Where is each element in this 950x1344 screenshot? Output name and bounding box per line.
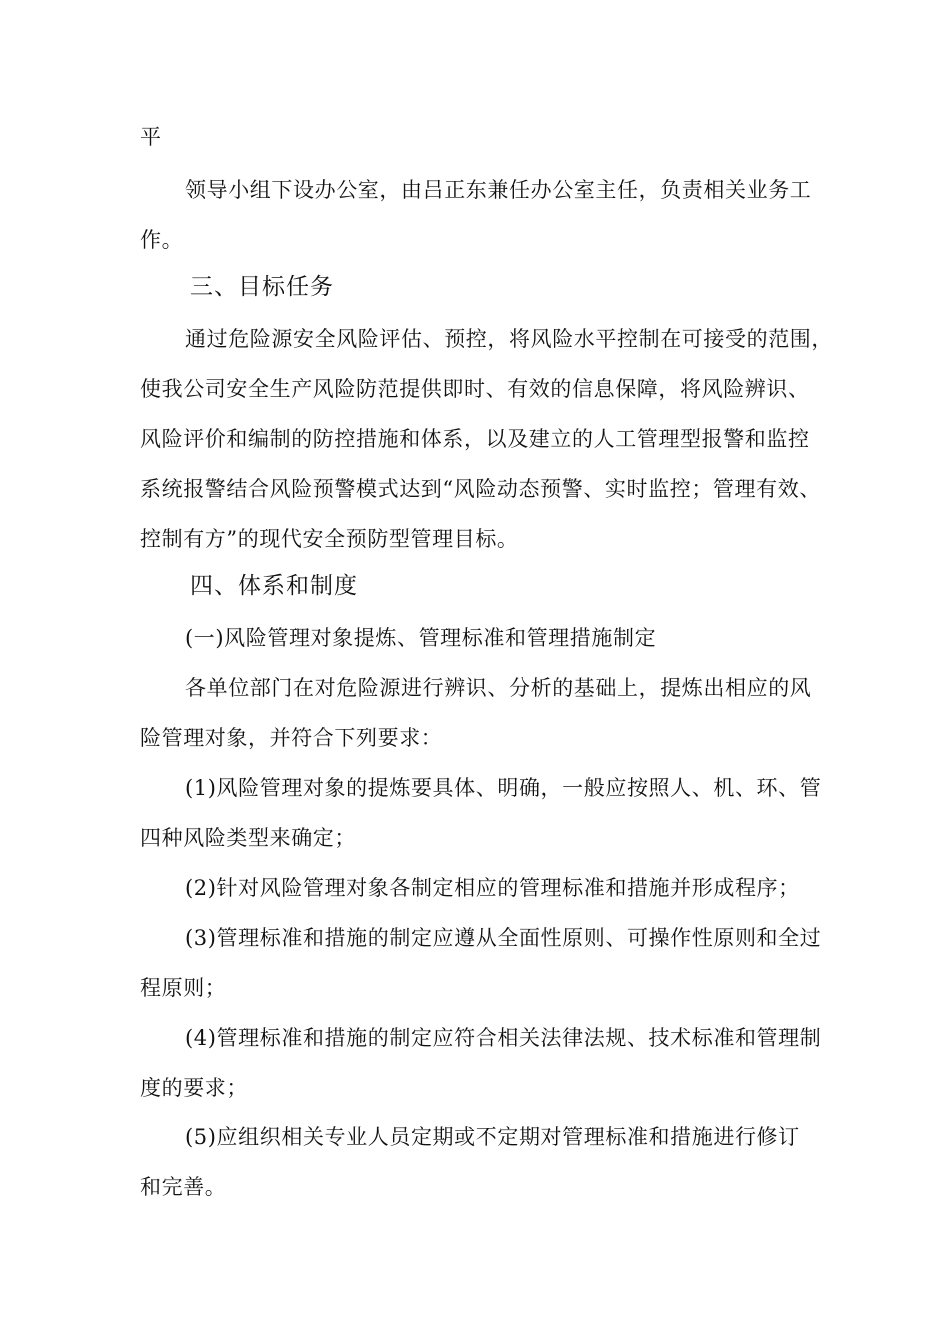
- text-line-fragment: 平: [140, 125, 162, 149]
- list-item-5-line-2: 和完善。: [140, 1175, 227, 1199]
- list-item-2: (2)针对风险管理对象各制定相应的管理标准和措施并形成程序；: [185, 876, 800, 900]
- paragraph-goals-line-4: 系统报警结合风险预警模式达到“风险动态预警、实时监控；管理有效、: [140, 477, 821, 501]
- list-item-4-line-2: 度的要求；: [140, 1076, 248, 1100]
- list-item-4-line-1: (4)管理标准和措施的制定应符合相关法律法规、技术标准和管理制: [185, 1026, 822, 1050]
- paragraph-office-line-1: 领导小组下设办公室，由吕正东兼任办公室主任，负责相关业务工: [185, 178, 812, 202]
- paragraph-goals-line-3: 风险评价和编制的防控措施和体系，以及建立的人工管理型报警和监控: [140, 427, 810, 451]
- paragraph-goals-line-1: 通过危险源安全风险评估、预控，将风险水平控制在可接受的范围，: [185, 327, 833, 351]
- section-heading-goals: 三、目标任务: [190, 274, 334, 300]
- list-item-3-line-1: (3)管理标准和措施的制定应遵从全面性原则、可操作性原则和全过: [185, 926, 822, 950]
- paragraph-office-line-2: 作。: [140, 228, 184, 252]
- paragraph-goals-line-2: 使我公司安全生产风险防范提供即时、有效的信息保障，将风险辨识、: [140, 377, 810, 401]
- paragraph-risk-line-1: 各单位部门在对危险源进行辨识、分析的基础上，提炼出相应的风: [185, 676, 812, 700]
- section-heading-system: 四、体系和制度: [190, 573, 358, 599]
- list-item-5-line-1: (5)应组织相关专业人员定期或不定期对管理标准和措施进行修订: [185, 1125, 800, 1149]
- list-item-3-line-2: 程原则；: [140, 976, 227, 1000]
- list-item-1-line-1: (1)风险管理对象的提炼要具体、明确，一般应按照人、机、环、管: [185, 776, 822, 800]
- subsection-heading-risk-objects: (一)风险管理对象提炼、管理标准和管理措施制定: [185, 626, 657, 650]
- paragraph-goals-line-5: 控制有方”的现代安全预防型管理目标。: [140, 527, 519, 551]
- paragraph-risk-line-2: 险管理对象，并符合下列要求：: [140, 726, 443, 750]
- list-item-1-line-2: 四种风险类型来确定；: [140, 826, 356, 850]
